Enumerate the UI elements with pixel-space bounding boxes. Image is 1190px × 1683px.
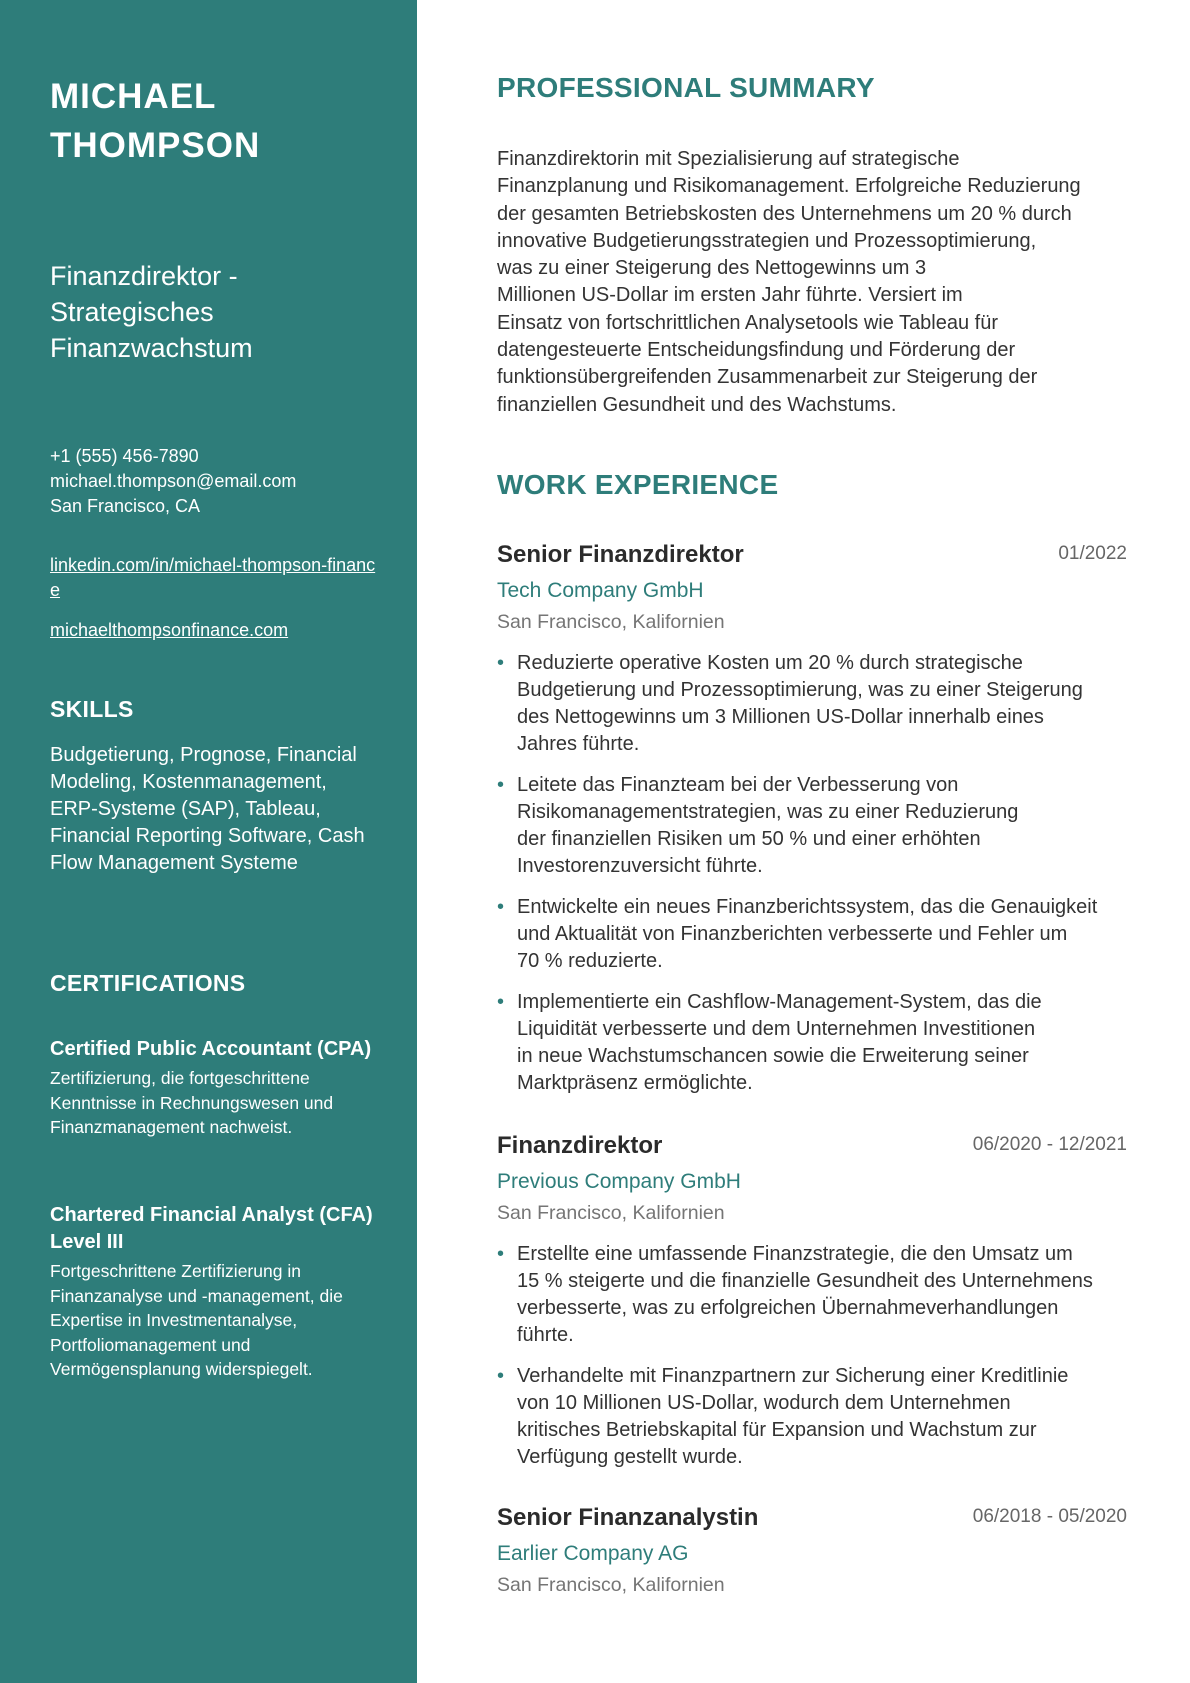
job-role: Finanzdirektor — [497, 1132, 663, 1159]
job-location: San Francisco, Kalifornien — [497, 611, 725, 633]
job-bullet: • Implementierte ein Cashflow-Management-System, das die Liquidität verbesserte und dem Unternehmen Investitionen in neue Wachstumschancen sowie die Erweiterung seiner Marktpräsenz ermöglichte. — [497, 989, 1127, 1097]
job-bullet: • Entwickelte ein neues Finanzberichtssystem, das die Genauigkeit und Aktualität von Finanzberichten verbesserte und Fehler um 70 % reduzierte. — [497, 894, 1127, 975]
sidebar — [0, 0, 417, 1683]
certifications-heading: CERTIFICATIONS — [50, 970, 246, 996]
candidate-name: MICHAEL THOMPSON — [50, 77, 261, 165]
certification-description: Fortgeschrittene Zertifizierung in Finanzanalyse und -management, die Expertise in Investmentanalyse, Portfoliomanagement und Vermögensplanung widerspiegelt. — [50, 1261, 343, 1379]
job-location: San Francisco, Kalifornien — [497, 1574, 725, 1596]
contact-block — [50, 444, 400, 519]
job-entry — [497, 1504, 1127, 1599]
certification-name: Chartered Financial Analyst (CFA) Level III — [50, 1204, 373, 1253]
skills-list: Budgetierung, Prognose, Financial Modeling, Kostenmanagement, ERP-Systeme (SAP), Tableau, Financial Reporting Software, Cash Flow Management Systeme — [50, 744, 365, 874]
job-company: Previous Company GmbH — [497, 1170, 741, 1193]
job-company: Earlier Company AG — [497, 1542, 689, 1565]
main-content — [417, 0, 1190, 1683]
job-bullet: • Reduzierte operative Kosten um 20 % durch strategische Budgetierung und Prozessoptimierung, was zu einer Steigerung des Nettogewinns um 3 Millionen US-Dollar innerhalb eines Jahres führte. — [497, 650, 1127, 758]
job-date: 01/2022 — [1058, 543, 1127, 564]
job-date: 06/2020 - 12/2021 — [972, 1134, 1127, 1155]
job-role: Senior Finanzanalystin — [497, 1504, 759, 1531]
job-company: Tech Company GmbH — [497, 579, 704, 602]
location: San Francisco, CA — [50, 496, 201, 516]
job-role: Senior Finanzdirektor — [497, 541, 744, 568]
candidate-title: Finanzdirektor - Strategisches Finanzwachstum — [50, 261, 253, 363]
linkedin-link[interactable]: linkedin.com/in/michael-thompson-finance — [50, 555, 376, 600]
job-entry — [497, 541, 1127, 1111]
job-date: 06/2018 - 05/2020 — [972, 1506, 1127, 1527]
certification-description: Zertifizierung, die fortgeschrittene Kenntnisse in Rechnungswesen und Finanzmanagement nachweist. — [50, 1068, 334, 1137]
job-bullet: • Verhandelte mit Finanzpartnern zur Sicherung einer Kreditlinie von 10 Millionen US-Dollar, wodurch dem Unternehmen kritisches Betriebskapital für Expansion und Wachstum zur Verfügung gestellt wurde. — [497, 1363, 1127, 1471]
job-header — [497, 1132, 1127, 1162]
phone-number: +1 (555) 456-7890 — [50, 446, 199, 466]
job-header — [497, 1504, 1127, 1534]
email-address: michael.thompson@email.com — [50, 471, 297, 491]
website-link[interactable]: michaelthompsonfinance.com — [50, 620, 289, 640]
experience-heading: WORK EXPERIENCE — [497, 469, 779, 500]
certification-name: Certified Public Accountant (CPA) — [50, 1038, 372, 1060]
certification-item — [50, 1202, 380, 1382]
skills-heading: SKILLS — [50, 696, 134, 722]
job-bullet: • Erstellte eine umfassende Finanzstrategie, die den Umsatz um 15 % steigerte und die finanzielle Gesundheit des Unternehmens verbesserte, was zu erfolgreichen Übernahmeverhandlungen führte. — [497, 1241, 1127, 1349]
summary-text: Finanzdirektorin mit Spezialisierung auf strategische Finanzplanung und Risikomanagement. Erfolgreiche Reduzierung der gesamten Betriebskosten des Unternehmens um 20 % durch innovative Budgetierungsstrategien und Prozessoptimierung, was zu einer Steigerung des Nettogewinns um 3 Millionen US-Dollar im ersten Jahr führte. Versiert im Einsatz von fortschrittlichen Analysetools wie Tableau für datengesteuerte Entscheidungsfindung und Förderung der funktionsübergreifenden Zusammenarbeit zur Steigerung der finanziellen Gesundheit und des Wachstums. — [497, 148, 1081, 416]
job-location: San Francisco, Kalifornien — [497, 1202, 725, 1224]
job-bullets — [497, 650, 1127, 1097]
certification-item — [50, 1036, 380, 1140]
links-block — [50, 553, 380, 643]
job-header — [497, 541, 1127, 571]
job-entry — [497, 1132, 1127, 1485]
job-bullets — [497, 1241, 1127, 1471]
job-bullet: • Leitete das Finanzteam bei der Verbesserung von Risikomanagementstrategien, was zu einer Reduzierung der finanziellen Risiken um 50 % und einer erhöhten Investorenzuversicht führte. — [497, 772, 1127, 880]
summary-heading: PROFESSIONAL SUMMARY — [497, 72, 875, 103]
